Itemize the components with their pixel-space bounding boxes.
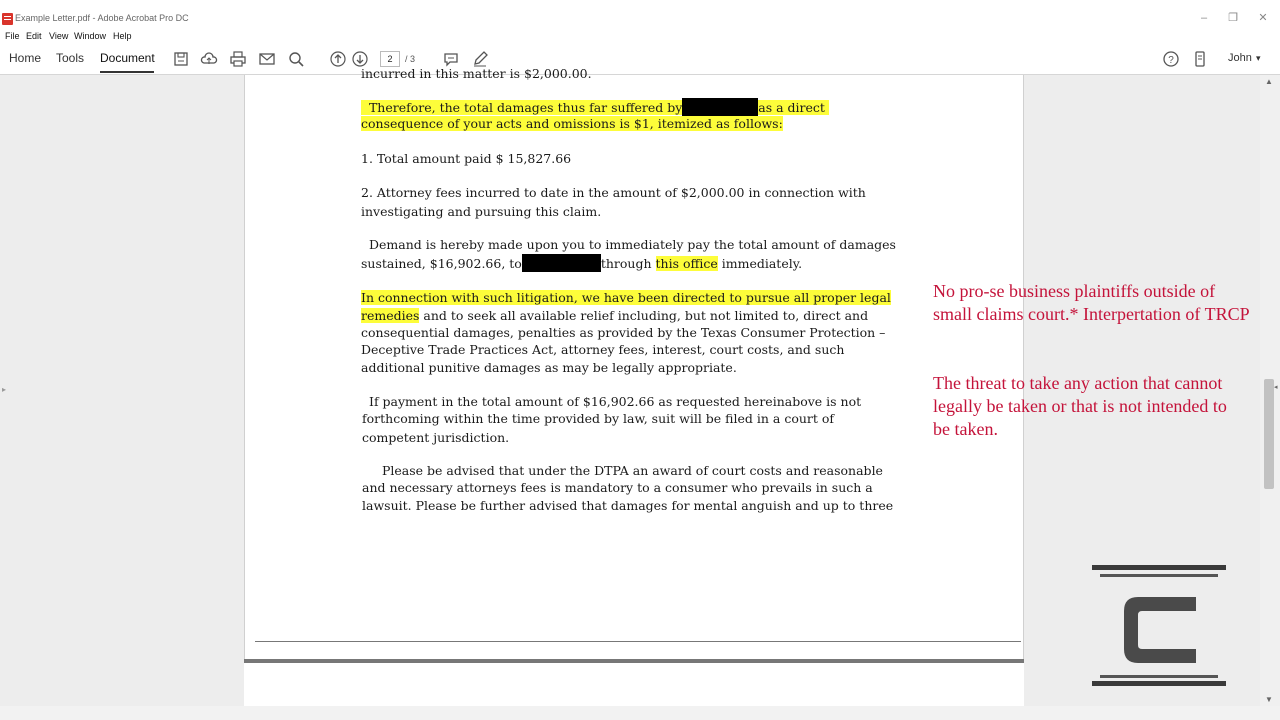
right-panel-toggle-icon[interactable]: ◂ [1274, 384, 1278, 391]
print-icon[interactable] [229, 50, 247, 68]
menu-help[interactable]: Help [113, 31, 132, 41]
page-number-input[interactable]: 2 [380, 51, 400, 67]
doc-paragraph-5-line3: lawsuit. Please be further advised that damages for mental anguish and up to three [362, 498, 894, 513]
doc-paragraph-5: Please be advised that under the DTPA an award of court costs and reasonable [382, 463, 883, 478]
annotation-note-1: No pro-se business plaintiffs outside of small claims court.* Interpertation of TRCP [933, 281, 1250, 324]
menu-window[interactable]: Window [74, 31, 107, 41]
doc-paragraph-3-line5: additional punitive damages as may be legally appropriate. [361, 360, 737, 375]
redaction-box [682, 98, 758, 116]
doc-paragraph-2-cont: sustained, $16,902.66, to through this office immediately. [361, 256, 803, 271]
user-menu[interactable]: John [1228, 52, 1252, 64]
active-tab-indicator [100, 71, 154, 73]
scrollbar-thumb[interactable] [1264, 379, 1274, 489]
status-bar [0, 706, 1280, 720]
save-icon[interactable] [172, 50, 190, 68]
pdf-page [244, 66, 1024, 659]
doc-paragraph-3-line4: Deceptive Trade Practices Act, attorney fees, interest, court costs, and such [361, 342, 845, 357]
page-rule [255, 641, 1021, 642]
doc-item-2: 2. Attorney fees incurred to date in the amount of $2,000.00 in connection with [361, 185, 866, 200]
left-panel-toggle-icon[interactable]: ▸ [2, 385, 7, 394]
tab-home[interactable]: Home [9, 51, 42, 65]
menu-edit[interactable]: Edit [26, 31, 42, 41]
window-title: Example Letter.pdf - Adobe Acrobat Pro DC [15, 13, 189, 23]
menu-file[interactable]: File [5, 31, 20, 41]
menu-bar [0, 30, 1280, 42]
redaction-box [522, 254, 601, 272]
doc-paragraph-1: Therefore, the total damages thus far suffered by as a direct [361, 98, 829, 117]
doc-item-2-cont: investigating and pursuing this claim. [361, 204, 602, 219]
doc-paragraph-4-cont: forthcoming within the time provided by law, suit will be filed in a court of [362, 411, 835, 426]
watermark-logo [1092, 565, 1226, 687]
chevron-down-icon[interactable]: ▾ [1256, 53, 1261, 63]
doc-paragraph-3-cont: remedies and to seek all available relief including, but not limited to, direct and [361, 308, 869, 323]
doc-paragraph-1-cont: consequence of your acts and omissions is $1, itemized as follows: [361, 116, 783, 131]
mobile-link-icon[interactable] [1191, 50, 1209, 68]
scroll-down-icon[interactable]: ▼ [1265, 695, 1273, 704]
scroll-up-icon[interactable]: ▲ [1265, 77, 1273, 86]
menu-view[interactable]: View [49, 31, 69, 41]
doc-paragraph-3: In connection with such litigation, we have been directed to pursue all proper legal [361, 290, 891, 305]
tab-document[interactable]: Document [100, 51, 155, 65]
doc-paragraph-2: Demand is hereby made upon you to immediately pay the total amount of damages [369, 237, 896, 252]
search-icon[interactable] [287, 50, 305, 68]
doc-item-1: 1. Total amount paid $ 15,827.66 [361, 151, 572, 166]
tab-tools[interactable]: Tools [56, 51, 85, 65]
doc-line: incurred in this matter is $2,000.00. [361, 66, 592, 81]
restore-icon[interactable]: ❐ [1228, 12, 1238, 24]
minimize-icon[interactable]: – [1200, 12, 1208, 24]
document-viewport[interactable] [0, 66, 1260, 706]
doc-paragraph-3-line3: consequential damages, penalties as provided by the Texas Consumer Protection – [361, 325, 886, 340]
title-bar [0, 0, 1280, 30]
page-total: / 3 [405, 54, 416, 64]
email-icon[interactable] [258, 50, 276, 68]
annotation-note-2: The threat to take any action that cannot legally be taken or that is not intended to be taken. [933, 373, 1227, 439]
acrobat-icon [2, 13, 13, 25]
close-icon[interactable]: ✕ [1258, 12, 1268, 24]
toolbar [0, 42, 1280, 75]
doc-paragraph-4-line3: competent jurisdiction. [362, 430, 510, 445]
vertical-scrollbar[interactable] [1260, 75, 1280, 706]
cloud-upload-icon[interactable] [200, 50, 218, 68]
previous-page-icon[interactable] [329, 50, 347, 68]
help-icon[interactable] [1162, 50, 1180, 68]
doc-paragraph-4: If payment in the total amount of $16,902.66 as requested hereinabove is not [369, 394, 862, 409]
svg-text:?: ? [1168, 55, 1174, 66]
doc-paragraph-5-cont: and necessary attorneys fees is mandatory to a consumer who prevails in such a [362, 480, 873, 495]
